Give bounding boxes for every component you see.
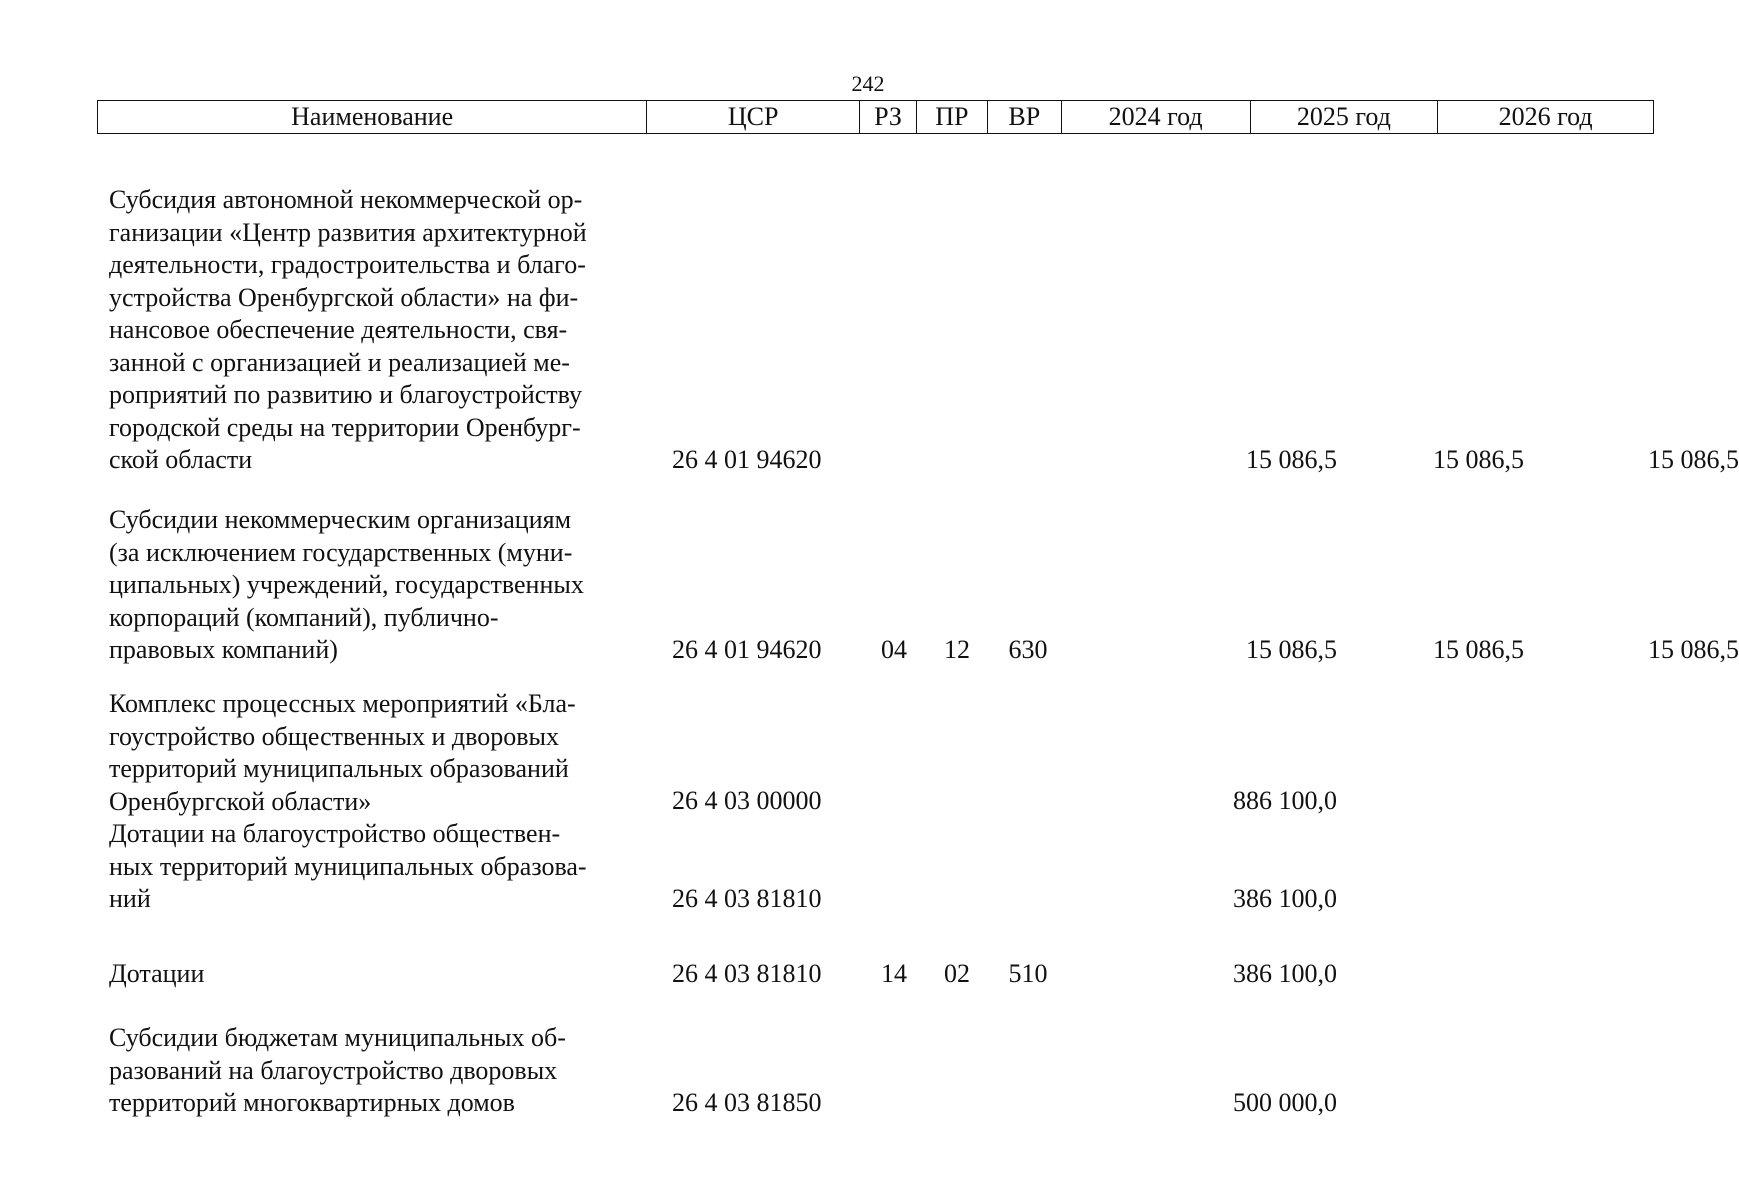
page-number: 242 — [851, 71, 885, 96]
header-pr: ПР — [917, 101, 988, 133]
table-header — [97, 100, 1654, 134]
row-name: Субсидия автономной некоммерческой ор- ганизации «Центр развития архитектурной деятельности, градостроительства и благо- устройства Оренбургской области» на фи- нансовое обеспечение деятельности, свя- занной с организацией и реализацией ме- роприятий по развитию и благоустройству городской среды на территории Оренбург- ской области — [109, 185, 587, 474]
row-csr: 26 4 01 94620 — [672, 635, 822, 664]
header-2025: 2025 год — [1251, 101, 1439, 133]
row-vr: 630 — [1008, 635, 1048, 664]
header-vr: ВР — [988, 101, 1062, 133]
row-name: Дотации — [109, 959, 205, 988]
row-csr: 26 4 03 81810 — [672, 884, 822, 913]
row-name: Дотации на благоустройство обществен- ных территорий муниципальных образова- ний — [109, 819, 587, 913]
row-2025: 15 086,5 — [1433, 635, 1524, 664]
row-csr: 26 4 03 81810 — [672, 959, 822, 988]
row-2024: 386 100,0 — [1233, 884, 1337, 913]
row-rz: 04 — [881, 635, 907, 664]
row-2024: 500 000,0 — [1233, 1088, 1337, 1117]
row-name: Комплекс процессных мероприятий «Бла- гоустройство общественных и дворовых территорий муниципальных образований Оренбургской области» — [109, 689, 576, 816]
header-csr: ЦСР — [647, 101, 860, 133]
row-name: Субсидии бюджетам муниципальных об- разований на благоустройство дворовых территорий многоквартирных домов — [109, 1023, 566, 1117]
row-pr: 02 — [944, 959, 970, 988]
row-csr: 26 4 03 81850 — [672, 1088, 822, 1117]
row-2024: 886 100,0 — [1233, 786, 1337, 815]
row-vr: 510 — [1008, 959, 1048, 988]
header-2024: 2024 год — [1062, 101, 1251, 133]
row-2025: 15 086,5 — [1433, 445, 1524, 474]
row-2024: 15 086,5 — [1246, 445, 1337, 474]
header-name: Наименование — [98, 101, 647, 133]
row-2024: 15 086,5 — [1246, 635, 1337, 664]
row-csr: 26 4 01 94620 — [672, 445, 822, 474]
row-rz: 14 — [881, 959, 907, 988]
row-name: Субсидии некоммерческим организациям (за исключением государственных (муни- ципальных) учреждений, государственных корпораций (компаний), публично- правовых компаний) — [109, 505, 584, 664]
row-csr: 26 4 03 00000 — [672, 786, 822, 815]
header-2026: 2026 год — [1498, 102, 1593, 131]
row-pr: 12 — [944, 635, 970, 664]
row-2024: 386 100,0 — [1233, 959, 1337, 988]
header-rz: РЗ — [860, 101, 917, 133]
row-2026: 15 086,5 — [1648, 635, 1739, 664]
row-2026: 15 086,5 — [1648, 445, 1739, 474]
